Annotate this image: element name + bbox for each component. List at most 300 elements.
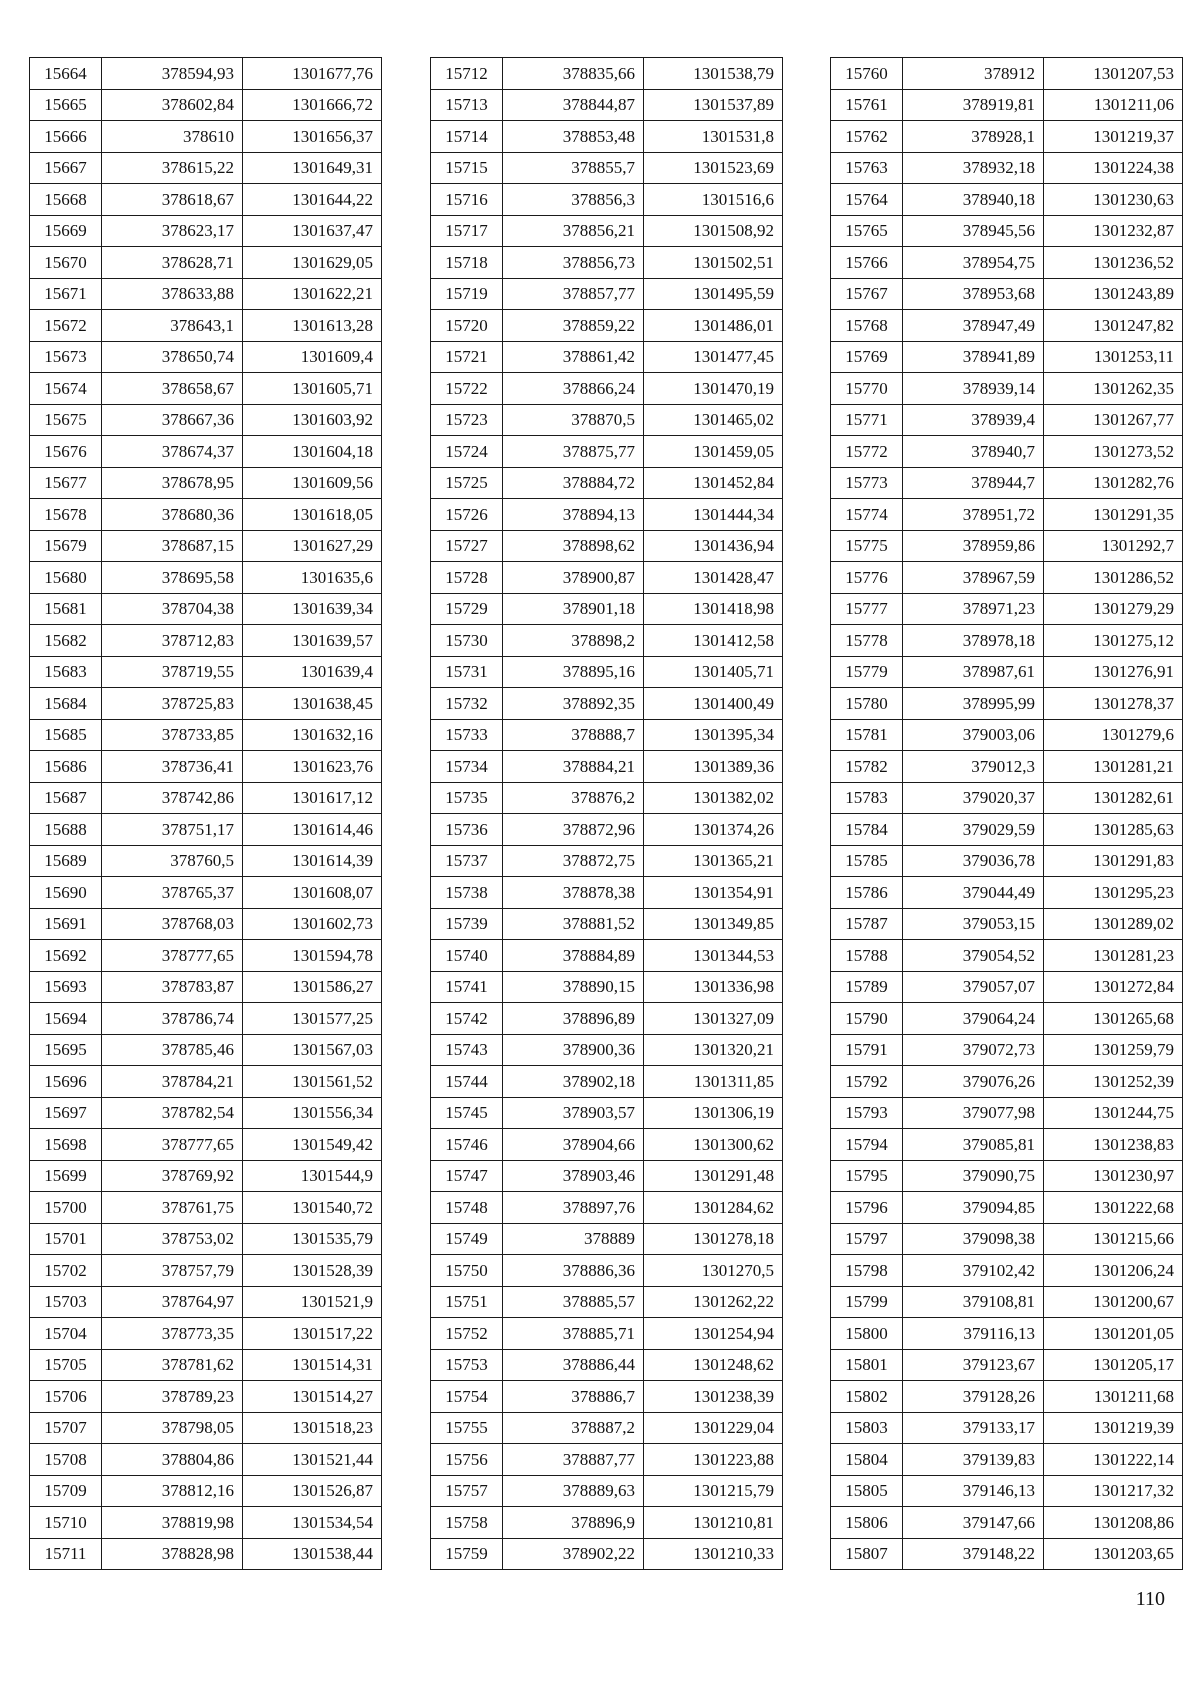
- y-coordinate-cell: 1301311,85: [644, 1066, 783, 1098]
- page-number: 110: [1135, 1588, 1165, 1610]
- table-row: [431, 562, 783, 594]
- x-coordinate-cell: 378876,2: [503, 782, 644, 814]
- point-number-cell: 15805: [831, 1475, 903, 1507]
- table-row: [30, 656, 382, 688]
- x-coordinate-cell: 379098,38: [903, 1223, 1044, 1255]
- y-coordinate-cell: 1301538,79: [644, 58, 783, 90]
- y-coordinate-cell: 1301254,94: [644, 1318, 783, 1350]
- x-coordinate-cell: 378951,72: [903, 499, 1044, 531]
- point-number-cell: 15752: [431, 1318, 503, 1350]
- y-coordinate-cell: 1301374,26: [644, 814, 783, 846]
- x-coordinate-cell: 378881,52: [503, 908, 644, 940]
- point-number-cell: 15682: [30, 625, 102, 657]
- table-row: [30, 751, 382, 783]
- point-number-cell: 15699: [30, 1160, 102, 1192]
- point-number-cell: 15756: [431, 1444, 503, 1476]
- point-number-cell: 15792: [831, 1066, 903, 1098]
- point-number-cell: 15741: [431, 971, 503, 1003]
- x-coordinate-cell: 378687,15: [102, 530, 243, 562]
- table-row: [431, 1412, 783, 1444]
- y-coordinate-cell: 1301412,58: [644, 625, 783, 657]
- table-row: [30, 58, 382, 90]
- y-coordinate-cell: 1301279,29: [1044, 593, 1183, 625]
- y-coordinate-cell: 1301292,7: [1044, 530, 1183, 562]
- table-row: [431, 1129, 783, 1161]
- y-coordinate-cell: 1301544,9: [243, 1160, 382, 1192]
- y-coordinate-cell: 1301639,57: [243, 625, 382, 657]
- y-coordinate-cell: 1301517,22: [243, 1318, 382, 1350]
- point-number-cell: 15671: [30, 278, 102, 310]
- table-row: [831, 278, 1183, 310]
- point-number-cell: 15675: [30, 404, 102, 436]
- x-coordinate-cell: 378753,02: [102, 1223, 243, 1255]
- x-coordinate-cell: 378786,74: [102, 1003, 243, 1035]
- point-number-cell: 15765: [831, 215, 903, 247]
- table-row: [30, 719, 382, 751]
- table-row: [30, 625, 382, 657]
- point-number-cell: 15739: [431, 908, 503, 940]
- y-coordinate-cell: 1301639,4: [243, 656, 382, 688]
- y-coordinate-cell: 1301354,91: [644, 877, 783, 909]
- table-row: [30, 814, 382, 846]
- y-coordinate-cell: 1301540,72: [243, 1192, 382, 1224]
- point-number-cell: 15724: [431, 436, 503, 468]
- table-row: [431, 1444, 783, 1476]
- x-coordinate-cell: 378783,87: [102, 971, 243, 1003]
- point-number-cell: 15666: [30, 121, 102, 153]
- table-row: [431, 1381, 783, 1413]
- y-coordinate-cell: 1301561,52: [243, 1066, 382, 1098]
- table-row: [831, 499, 1183, 531]
- x-coordinate-cell: 378777,65: [102, 1129, 243, 1161]
- table-row: [831, 1286, 1183, 1318]
- point-number-cell: 15711: [30, 1538, 102, 1570]
- table-row: [831, 971, 1183, 1003]
- x-coordinate-cell: 378887,2: [503, 1412, 644, 1444]
- y-coordinate-cell: 1301666,72: [243, 89, 382, 121]
- table-row: [30, 89, 382, 121]
- y-coordinate-cell: 1301604,18: [243, 436, 382, 468]
- point-number-cell: 15676: [30, 436, 102, 468]
- table-row: [30, 215, 382, 247]
- x-coordinate-cell: 378884,72: [503, 467, 644, 499]
- x-coordinate-cell: 378618,67: [102, 184, 243, 216]
- y-coordinate-cell: 1301632,16: [243, 719, 382, 751]
- y-coordinate-cell: 1301207,53: [1044, 58, 1183, 90]
- y-coordinate-cell: 1301436,94: [644, 530, 783, 562]
- x-coordinate-cell: 379076,26: [903, 1066, 1044, 1098]
- point-number-cell: 15710: [30, 1507, 102, 1539]
- y-coordinate-cell: 1301521,9: [243, 1286, 382, 1318]
- table-row: [831, 1507, 1183, 1539]
- x-coordinate-cell: 378886,36: [503, 1255, 644, 1287]
- point-number-cell: 15683: [30, 656, 102, 688]
- table-row: [831, 121, 1183, 153]
- x-coordinate-cell: 378610: [102, 121, 243, 153]
- x-coordinate-cell: 378736,41: [102, 751, 243, 783]
- x-coordinate-cell: 379123,67: [903, 1349, 1044, 1381]
- y-coordinate-cell: 1301549,42: [243, 1129, 382, 1161]
- x-coordinate-cell: 378798,05: [102, 1412, 243, 1444]
- table-row: [431, 1097, 783, 1129]
- x-coordinate-cell: 379036,78: [903, 845, 1044, 877]
- point-number-cell: 15770: [831, 373, 903, 405]
- point-number-cell: 15787: [831, 908, 903, 940]
- y-coordinate-cell: 1301253,11: [1044, 341, 1183, 373]
- x-coordinate-cell: 378633,88: [102, 278, 243, 310]
- x-coordinate-cell: 378940,7: [903, 436, 1044, 468]
- table-row: [30, 1381, 382, 1413]
- y-coordinate-cell: 1301282,76: [1044, 467, 1183, 499]
- table-row: [431, 1507, 783, 1539]
- table-row: [431, 845, 783, 877]
- y-coordinate-cell: 1301232,87: [1044, 215, 1183, 247]
- point-number-cell: 15674: [30, 373, 102, 405]
- point-number-cell: 15721: [431, 341, 503, 373]
- point-number-cell: 15726: [431, 499, 503, 531]
- x-coordinate-cell: 378866,24: [503, 373, 644, 405]
- x-coordinate-cell: 378602,84: [102, 89, 243, 121]
- point-number-cell: 15722: [431, 373, 503, 405]
- point-number-cell: 15740: [431, 940, 503, 972]
- y-coordinate-cell: 1301217,32: [1044, 1475, 1183, 1507]
- y-coordinate-cell: 1301278,18: [644, 1223, 783, 1255]
- table-row: [30, 782, 382, 814]
- table-row: [831, 940, 1183, 972]
- table-row: [30, 1255, 382, 1287]
- y-coordinate-cell: 1301291,35: [1044, 499, 1183, 531]
- x-coordinate-cell: 378903,57: [503, 1097, 644, 1129]
- table-row: [831, 247, 1183, 279]
- table-row: [30, 341, 382, 373]
- table-row: [431, 782, 783, 814]
- x-coordinate-cell: 378884,89: [503, 940, 644, 972]
- table-row: [30, 562, 382, 594]
- table-row: [831, 1097, 1183, 1129]
- point-number-cell: 15736: [431, 814, 503, 846]
- y-coordinate-cell: 1301270,5: [644, 1255, 783, 1287]
- point-number-cell: 15803: [831, 1412, 903, 1444]
- y-coordinate-cell: 1301389,36: [644, 751, 783, 783]
- y-coordinate-cell: 1301608,07: [243, 877, 382, 909]
- point-number-cell: 15779: [831, 656, 903, 688]
- table-row: [431, 530, 783, 562]
- y-coordinate-cell: 1301534,54: [243, 1507, 382, 1539]
- x-coordinate-cell: 378875,77: [503, 436, 644, 468]
- y-coordinate-cell: 1301656,37: [243, 121, 382, 153]
- x-coordinate-cell: 378900,36: [503, 1034, 644, 1066]
- table-row: [431, 971, 783, 1003]
- table-row: [431, 751, 783, 783]
- y-coordinate-cell: 1301210,33: [644, 1538, 783, 1570]
- table-row: [431, 247, 783, 279]
- table-row: [30, 1034, 382, 1066]
- x-coordinate-cell: 379053,15: [903, 908, 1044, 940]
- y-coordinate-cell: 1301320,21: [644, 1034, 783, 1066]
- point-number-cell: 15698: [30, 1129, 102, 1161]
- point-number-cell: 15706: [30, 1381, 102, 1413]
- point-number-cell: 15788: [831, 940, 903, 972]
- point-number-cell: 15782: [831, 751, 903, 783]
- x-coordinate-cell: 379003,06: [903, 719, 1044, 751]
- point-number-cell: 15678: [30, 499, 102, 531]
- table-row: [831, 530, 1183, 562]
- x-coordinate-cell: 378777,65: [102, 940, 243, 972]
- y-coordinate-cell: 1301275,12: [1044, 625, 1183, 657]
- y-coordinate-cell: 1301521,44: [243, 1444, 382, 1476]
- table-row: [431, 1538, 783, 1570]
- y-coordinate-cell: 1301252,39: [1044, 1066, 1183, 1098]
- point-number-cell: 15763: [831, 152, 903, 184]
- point-number-cell: 15673: [30, 341, 102, 373]
- table-row: [831, 1066, 1183, 1098]
- x-coordinate-cell: 378941,89: [903, 341, 1044, 373]
- table-row: [831, 215, 1183, 247]
- table-row: [831, 1381, 1183, 1413]
- table-row: [831, 562, 1183, 594]
- point-number-cell: 15689: [30, 845, 102, 877]
- x-coordinate-cell: 378856,3: [503, 184, 644, 216]
- point-number-cell: 15747: [431, 1160, 503, 1192]
- x-coordinate-cell: 378904,66: [503, 1129, 644, 1161]
- x-coordinate-cell: 378971,23: [903, 593, 1044, 625]
- table-row: [431, 341, 783, 373]
- point-number-cell: 15728: [431, 562, 503, 594]
- table-row: [831, 1192, 1183, 1224]
- y-coordinate-cell: 1301538,44: [243, 1538, 382, 1570]
- point-number-cell: 15807: [831, 1538, 903, 1570]
- point-number-cell: 15715: [431, 152, 503, 184]
- point-number-cell: 15781: [831, 719, 903, 751]
- point-number-cell: 15753: [431, 1349, 503, 1381]
- y-coordinate-cell: 1301278,37: [1044, 688, 1183, 720]
- y-coordinate-cell: 1301203,65: [1044, 1538, 1183, 1570]
- table-row: [831, 688, 1183, 720]
- table-row: [30, 971, 382, 1003]
- point-number-cell: 15778: [831, 625, 903, 657]
- table-row: [831, 1034, 1183, 1066]
- point-number-cell: 15743: [431, 1034, 503, 1066]
- y-coordinate-cell: 1301238,83: [1044, 1129, 1183, 1161]
- y-coordinate-cell: 1301486,01: [644, 310, 783, 342]
- x-coordinate-cell: 378886,44: [503, 1349, 644, 1381]
- y-coordinate-cell: 1301224,38: [1044, 152, 1183, 184]
- x-coordinate-cell: 378932,18: [903, 152, 1044, 184]
- x-coordinate-cell: 379116,13: [903, 1318, 1044, 1350]
- point-number-cell: 15692: [30, 940, 102, 972]
- y-coordinate-cell: 1301639,34: [243, 593, 382, 625]
- x-coordinate-cell: 378944,7: [903, 467, 1044, 499]
- x-coordinate-cell: 378733,85: [102, 719, 243, 751]
- point-number-cell: 15757: [431, 1475, 503, 1507]
- table-row: [831, 1349, 1183, 1381]
- point-number-cell: 15773: [831, 467, 903, 499]
- x-coordinate-cell: 378667,36: [102, 404, 243, 436]
- y-coordinate-cell: 1301295,23: [1044, 877, 1183, 909]
- x-coordinate-cell: 378856,21: [503, 215, 644, 247]
- x-coordinate-cell: 379128,26: [903, 1381, 1044, 1413]
- table-row: [831, 877, 1183, 909]
- point-number-cell: 15790: [831, 1003, 903, 1035]
- y-coordinate-cell: 1301336,98: [644, 971, 783, 1003]
- y-coordinate-cell: 1301286,52: [1044, 562, 1183, 594]
- x-coordinate-cell: 378912: [903, 58, 1044, 90]
- table-row: [431, 278, 783, 310]
- y-coordinate-cell: 1301470,19: [644, 373, 783, 405]
- x-coordinate-cell: 378900,87: [503, 562, 644, 594]
- x-coordinate-cell: 378761,75: [102, 1192, 243, 1224]
- point-number-cell: 15717: [431, 215, 503, 247]
- table-row: [831, 1412, 1183, 1444]
- y-coordinate-cell: 1301219,39: [1044, 1412, 1183, 1444]
- x-coordinate-cell: 378784,21: [102, 1066, 243, 1098]
- x-coordinate-cell: 379133,17: [903, 1412, 1044, 1444]
- table-row: [831, 908, 1183, 940]
- y-coordinate-cell: 1301605,71: [243, 373, 382, 405]
- x-coordinate-cell: 378885,57: [503, 1286, 644, 1318]
- y-coordinate-cell: 1301623,76: [243, 751, 382, 783]
- point-number-cell: 15800: [831, 1318, 903, 1350]
- table-row: [431, 1003, 783, 1035]
- point-number-cell: 15749: [431, 1223, 503, 1255]
- y-coordinate-cell: 1301629,05: [243, 247, 382, 279]
- table-row: [431, 940, 783, 972]
- y-coordinate-cell: 1301201,05: [1044, 1318, 1183, 1350]
- y-coordinate-cell: 1301502,51: [644, 247, 783, 279]
- y-coordinate-cell: 1301230,97: [1044, 1160, 1183, 1192]
- table-row: [431, 1349, 783, 1381]
- x-coordinate-cell: 378897,76: [503, 1192, 644, 1224]
- x-coordinate-cell: 378760,5: [102, 845, 243, 877]
- table-row: [431, 1066, 783, 1098]
- x-coordinate-cell: 378680,36: [102, 499, 243, 531]
- x-coordinate-cell: 378768,03: [102, 908, 243, 940]
- x-coordinate-cell: 378894,13: [503, 499, 644, 531]
- x-coordinate-cell: 378781,62: [102, 1349, 243, 1381]
- point-number-cell: 15712: [431, 58, 503, 90]
- point-number-cell: 15746: [431, 1129, 503, 1161]
- table-row: [431, 1255, 783, 1287]
- table-row: [431, 814, 783, 846]
- y-coordinate-cell: 1301208,86: [1044, 1507, 1183, 1539]
- point-number-cell: 15759: [431, 1538, 503, 1570]
- y-coordinate-cell: 1301276,91: [1044, 656, 1183, 688]
- x-coordinate-cell: 378789,23: [102, 1381, 243, 1413]
- point-number-cell: 15708: [30, 1444, 102, 1476]
- point-number-cell: 15758: [431, 1507, 503, 1539]
- x-coordinate-cell: 378812,16: [102, 1475, 243, 1507]
- y-coordinate-cell: 1301618,05: [243, 499, 382, 531]
- point-number-cell: 15700: [30, 1192, 102, 1224]
- point-number-cell: 15742: [431, 1003, 503, 1035]
- x-coordinate-cell: 378623,17: [102, 215, 243, 247]
- point-number-cell: 15755: [431, 1412, 503, 1444]
- y-coordinate-cell: 1301272,84: [1044, 971, 1183, 1003]
- y-coordinate-cell: 1301291,48: [644, 1160, 783, 1192]
- point-number-cell: 15725: [431, 467, 503, 499]
- y-coordinate-cell: 1301243,89: [1044, 278, 1183, 310]
- point-number-cell: 15769: [831, 341, 903, 373]
- y-coordinate-cell: 1301508,92: [644, 215, 783, 247]
- point-number-cell: 15693: [30, 971, 102, 1003]
- x-coordinate-cell: 378902,22: [503, 1538, 644, 1570]
- point-number-cell: 15801: [831, 1349, 903, 1381]
- x-coordinate-cell: 378695,58: [102, 562, 243, 594]
- point-number-cell: 15707: [30, 1412, 102, 1444]
- x-coordinate-cell: 378828,98: [102, 1538, 243, 1570]
- point-number-cell: 15679: [30, 530, 102, 562]
- table-row: [431, 499, 783, 531]
- table-row: [30, 845, 382, 877]
- table-row: [431, 373, 783, 405]
- y-coordinate-cell: 1301622,21: [243, 278, 382, 310]
- table-row: [30, 1129, 382, 1161]
- x-coordinate-cell: 379054,52: [903, 940, 1044, 972]
- y-coordinate-cell: 1301400,49: [644, 688, 783, 720]
- point-number-cell: 15697: [30, 1097, 102, 1129]
- y-coordinate-cell: 1301514,31: [243, 1349, 382, 1381]
- point-number-cell: 15664: [30, 58, 102, 90]
- y-coordinate-cell: 1301649,31: [243, 152, 382, 184]
- x-coordinate-cell: 378967,59: [903, 562, 1044, 594]
- y-coordinate-cell: 1301444,34: [644, 499, 783, 531]
- point-number-cell: 15672: [30, 310, 102, 342]
- point-number-cell: 15738: [431, 877, 503, 909]
- x-coordinate-cell: 378704,38: [102, 593, 243, 625]
- y-coordinate-cell: 1301206,24: [1044, 1255, 1183, 1287]
- table-row: [431, 1192, 783, 1224]
- x-coordinate-cell: 379029,59: [903, 814, 1044, 846]
- coordinate-table-2: [430, 57, 783, 1570]
- y-coordinate-cell: 1301344,53: [644, 940, 783, 972]
- point-number-cell: 15727: [431, 530, 503, 562]
- point-number-cell: 15775: [831, 530, 903, 562]
- table-row: [431, 688, 783, 720]
- x-coordinate-cell: 379148,22: [903, 1538, 1044, 1570]
- x-coordinate-cell: 378884,21: [503, 751, 644, 783]
- y-coordinate-cell: 1301247,82: [1044, 310, 1183, 342]
- point-number-cell: 15737: [431, 845, 503, 877]
- table-row: [30, 373, 382, 405]
- y-coordinate-cell: 1301528,39: [243, 1255, 382, 1287]
- x-coordinate-cell: 378594,93: [102, 58, 243, 90]
- table-row: [30, 467, 382, 499]
- table-row: [30, 436, 382, 468]
- x-coordinate-cell: 378939,4: [903, 404, 1044, 436]
- table-row: [831, 845, 1183, 877]
- y-coordinate-cell: 1301223,88: [644, 1444, 783, 1476]
- point-number-cell: 15709: [30, 1475, 102, 1507]
- point-number-cell: 15719: [431, 278, 503, 310]
- table-row: [431, 310, 783, 342]
- x-coordinate-cell: 378890,15: [503, 971, 644, 1003]
- point-number-cell: 15804: [831, 1444, 903, 1476]
- y-coordinate-cell: 1301382,02: [644, 782, 783, 814]
- point-number-cell: 15730: [431, 625, 503, 657]
- table-row: [431, 58, 783, 90]
- y-coordinate-cell: 1301556,34: [243, 1097, 382, 1129]
- point-number-cell: 15713: [431, 89, 503, 121]
- x-coordinate-cell: 378987,61: [903, 656, 1044, 688]
- y-coordinate-cell: 1301459,05: [644, 436, 783, 468]
- y-coordinate-cell: 1301586,27: [243, 971, 382, 1003]
- table-row: [30, 247, 382, 279]
- point-number-cell: 15793: [831, 1097, 903, 1129]
- point-number-cell: 15685: [30, 719, 102, 751]
- table-row: [831, 310, 1183, 342]
- table-row: [30, 1160, 382, 1192]
- table-row: [30, 593, 382, 625]
